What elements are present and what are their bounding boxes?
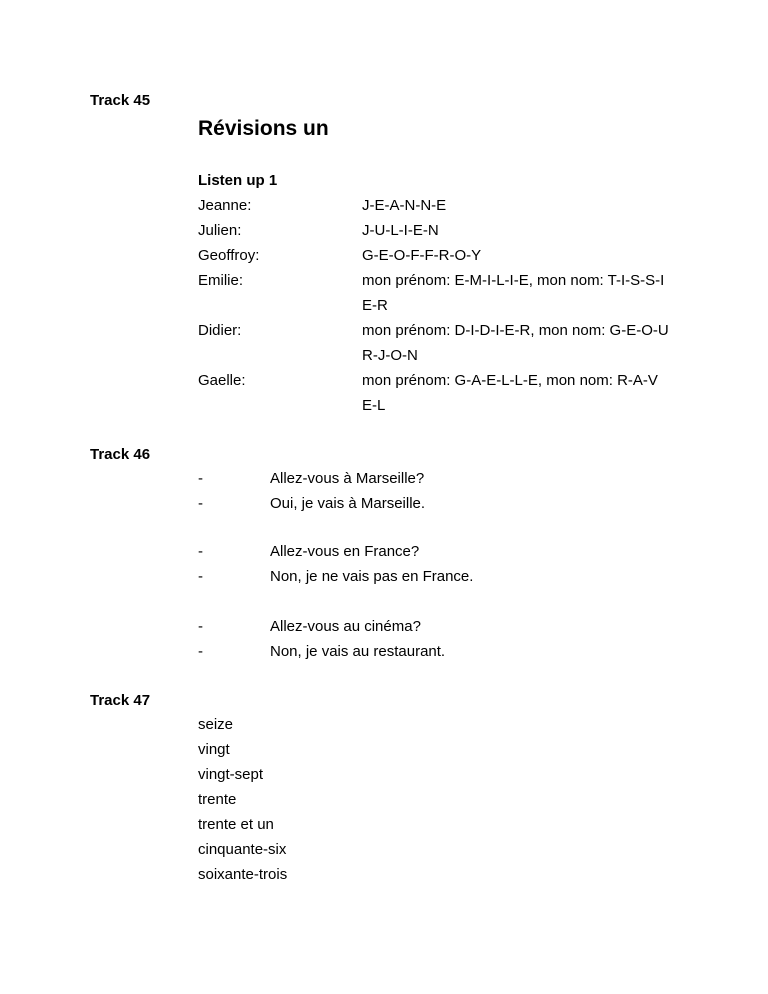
listen-row-name: Didier:: [198, 322, 242, 339]
dialogue-line: Oui, je vais à Marseille.: [270, 495, 426, 512]
number-word: soixante-trois: [198, 866, 288, 883]
listen-row-spelling-continued: E-R: [362, 297, 388, 314]
track-47-label: Track 47: [90, 692, 151, 709]
listen-row-spelling: mon prénom: D-I-D-I-E-R, mon nom: G-E-O-U: [362, 322, 669, 339]
listen-row-spelling-continued: R-J-O-N: [362, 347, 418, 364]
dialogue-line: Non, je ne vais pas en France.: [270, 568, 474, 585]
number-word: seize: [198, 716, 234, 733]
track-46-label: Track 46: [90, 446, 151, 463]
listen-row-name: Jeanne:: [198, 197, 252, 214]
listen-row-name: Geoffroy:: [198, 247, 260, 264]
dialogue-line: Allez-vous en France?: [270, 543, 420, 560]
number-word: cinquante-six: [198, 841, 287, 858]
listen-up-heading: Listen up 1: [198, 172, 278, 189]
dialogue-dash: -: [198, 495, 203, 512]
listen-row-spelling: J-U-L-I-E-N: [362, 222, 439, 239]
listen-row-spelling: G-E-O-F-F-R-O-Y: [362, 247, 482, 264]
dialogue-line: Non, je vais au restaurant.: [270, 643, 446, 660]
page-title: Révisions un: [198, 117, 329, 140]
dialogue-line: Allez-vous à Marseille?: [270, 470, 425, 487]
listen-row-spelling: J-E-A-N-N-E: [362, 197, 447, 214]
number-word: vingt: [198, 741, 230, 758]
dialogue-line: Allez-vous au cinéma?: [270, 618, 421, 635]
listen-row-spelling: mon prénom: E-M-I-L-I-E, mon nom: T-I-S-S-I: [362, 272, 665, 289]
dialogue-dash: -: [198, 568, 203, 585]
number-word: vingt-sept: [198, 766, 264, 783]
listen-row-spelling: mon prénom: G-A-E-L-L-E, mon nom: R-A-V: [362, 372, 658, 389]
listen-row-name: Julien:: [198, 222, 242, 239]
listen-row-spelling-continued: E-L: [362, 397, 386, 414]
track-45-label: Track 45: [90, 92, 151, 109]
number-word: trente: [198, 791, 237, 808]
dialogue-dash: -: [198, 543, 203, 560]
listen-row-name: Emilie:: [198, 272, 244, 289]
dialogue-dash: -: [198, 618, 203, 635]
number-word: trente et un: [198, 816, 274, 833]
listen-row-name: Gaelle:: [198, 372, 246, 389]
dialogue-dash: -: [198, 470, 203, 487]
dialogue-dash: -: [198, 643, 203, 660]
